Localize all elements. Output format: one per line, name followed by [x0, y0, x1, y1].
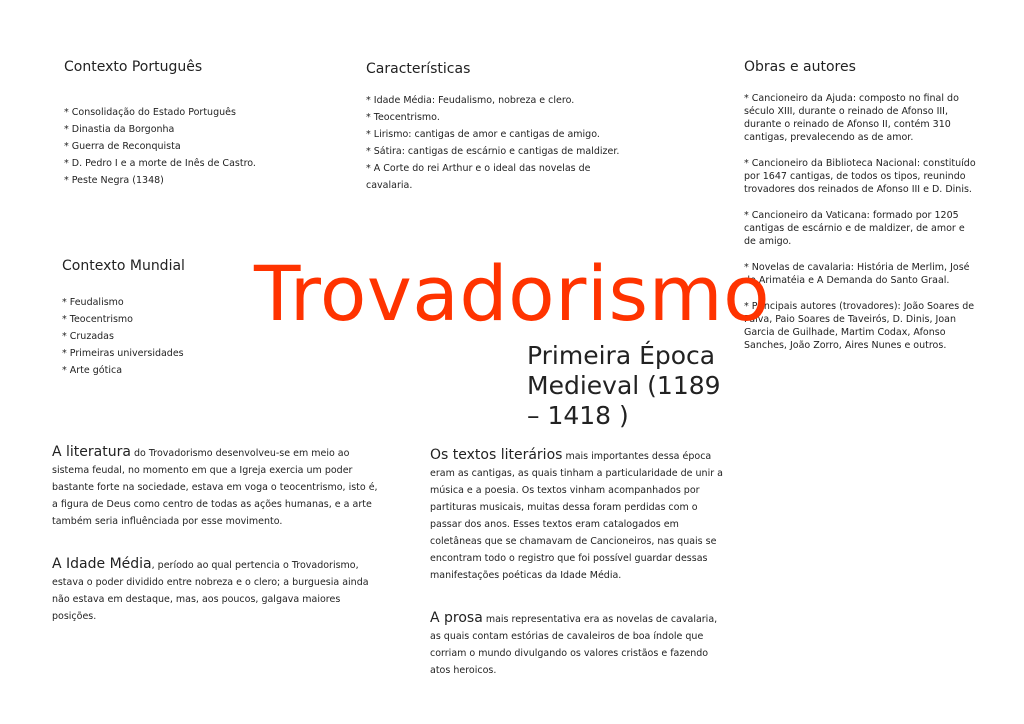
list-item: * Lirismo: cantigas de amor e cantigas de amigo.: [366, 129, 600, 140]
contexto-portugues-heading: Contexto Português: [64, 59, 203, 75]
list-item: * Peste Negra (1348): [64, 175, 164, 186]
list-item: * Teocentrismo: [62, 314, 133, 325]
paragraph-text: mais representativa era as novelas de cavalaria, as quais contam estórias de cavaleiros de boa índole que corriam o mundo divulgando os valores cristãos e fazendo atos heroicos.: [430, 614, 718, 676]
obra-paragraph: * Cancioneiro da Ajuda: composto no final do século XIII, durante o reinado de Afonso III, durante o reinado de Afonso II, contém 310 cantigas, prevalecendo as de amor.: [744, 93, 959, 143]
list-item: * Feudalismo: [62, 297, 124, 308]
paragraph-lead: Os textos literários: [430, 447, 563, 463]
prosa-paragraph: [430, 610, 725, 679]
list-item: * Primeiras universidades: [62, 348, 184, 359]
list-item: * Dinastia da Borgonha: [64, 124, 175, 135]
literatura-paragraph: [52, 444, 380, 530]
paragraph-lead: A literatura: [52, 444, 131, 460]
main-title: Trovadorismo: [254, 249, 771, 338]
list-item: * Arte gótica: [62, 365, 123, 376]
subtitle: Primeira Época Medieval (1189 – 1418 ): [527, 341, 721, 430]
list-item: * Consolidação do Estado Português: [64, 107, 236, 118]
caracteristicas-list: [366, 92, 619, 194]
list-item: * D. Pedro I e a morte de Inês de Castro.: [64, 158, 256, 169]
obra-paragraph: * Cancioneiro da Vaticana: formado por 1205 cantigas de escárnio e de maldizer, de amor e de amigo.: [744, 210, 965, 247]
obras-autores-list: [744, 92, 976, 365]
list-item: * A Corte do rei Arthur e o ideal das novelas de: [366, 163, 591, 174]
list-item: * Idade Média: Feudalismo, nobreza e clero.: [366, 95, 575, 106]
paragraph-text: , período ao qual pertencia o Trovadorismo, estava o poder dividido entre nobreza e o clero; a burguesia ainda não estava em destaque, mas, aos poucos, galgava maiores posições.: [52, 560, 369, 622]
textos-literarios-paragraph: [430, 447, 725, 584]
paragraph-text: mais importantes dessa época eram as cantigas, as quais tinham a particularidade de unir a música e a poesia. Os textos vinham acompanhados por partituras musicais, muitas dessa foram perdidas com o passar dos anos. Esses textos eram catalogados em coletâneas que se chamavam de Cancioneiros, nas quais se encontram todo o registro que foi possível guardar dessas manifestações poéticas da Idade Média.: [430, 451, 723, 581]
obra-paragraph: * Novelas de cavalaria: História de Merlim, José de Arimatéia e A Demanda do Santo Graal.: [744, 262, 970, 286]
paragraph-lead: A Idade Média: [52, 556, 152, 572]
obra-paragraph: * Principais autores (trovadores): João Soares de Paiva, Paio Soares de Taveirós, D. Dinis, Joan Garcia de Guilhade, Martim Codax, Afonso Sanches, João Zorro, Aires Nunes e outros.: [744, 301, 975, 351]
list-item: cavalaria.: [366, 180, 413, 191]
idade-media-paragraph: [52, 556, 380, 625]
list-item: * Teocentrismo.: [366, 112, 440, 123]
contexto-portugues-list: [64, 104, 256, 189]
obras-autores-heading: Obras e autores: [744, 59, 856, 75]
paragraph-lead: A prosa: [430, 610, 483, 626]
paragraph-text: do Trovadorismo desenvolveu-se em meio ao sistema feudal, no momento em que a Igreja exercia um poder bastante forte na sociedade, estava em voga o teocentrismo, isto é, a figura de Deus como centro de todas as ações humanas, e a arte também seria influênciada por esse movimento.: [52, 448, 378, 527]
obra-paragraph: * Cancioneiro da Biblioteca Nacional: constituído por 1647 cantigas, de todos os tipos, reunindo trovadores dos reinados de Afonso III e D. Dinis.: [744, 158, 976, 195]
list-item: * Sátira: cantigas de escárnio e cantigas de maldizer.: [366, 146, 620, 157]
contexto-mundial-heading: Contexto Mundial: [62, 258, 185, 274]
list-item: * Cruzadas: [62, 331, 114, 342]
caracteristicas-heading: Características: [366, 61, 471, 77]
list-item: * Guerra de Reconquista: [64, 141, 181, 152]
contexto-mundial-list: [62, 294, 184, 379]
